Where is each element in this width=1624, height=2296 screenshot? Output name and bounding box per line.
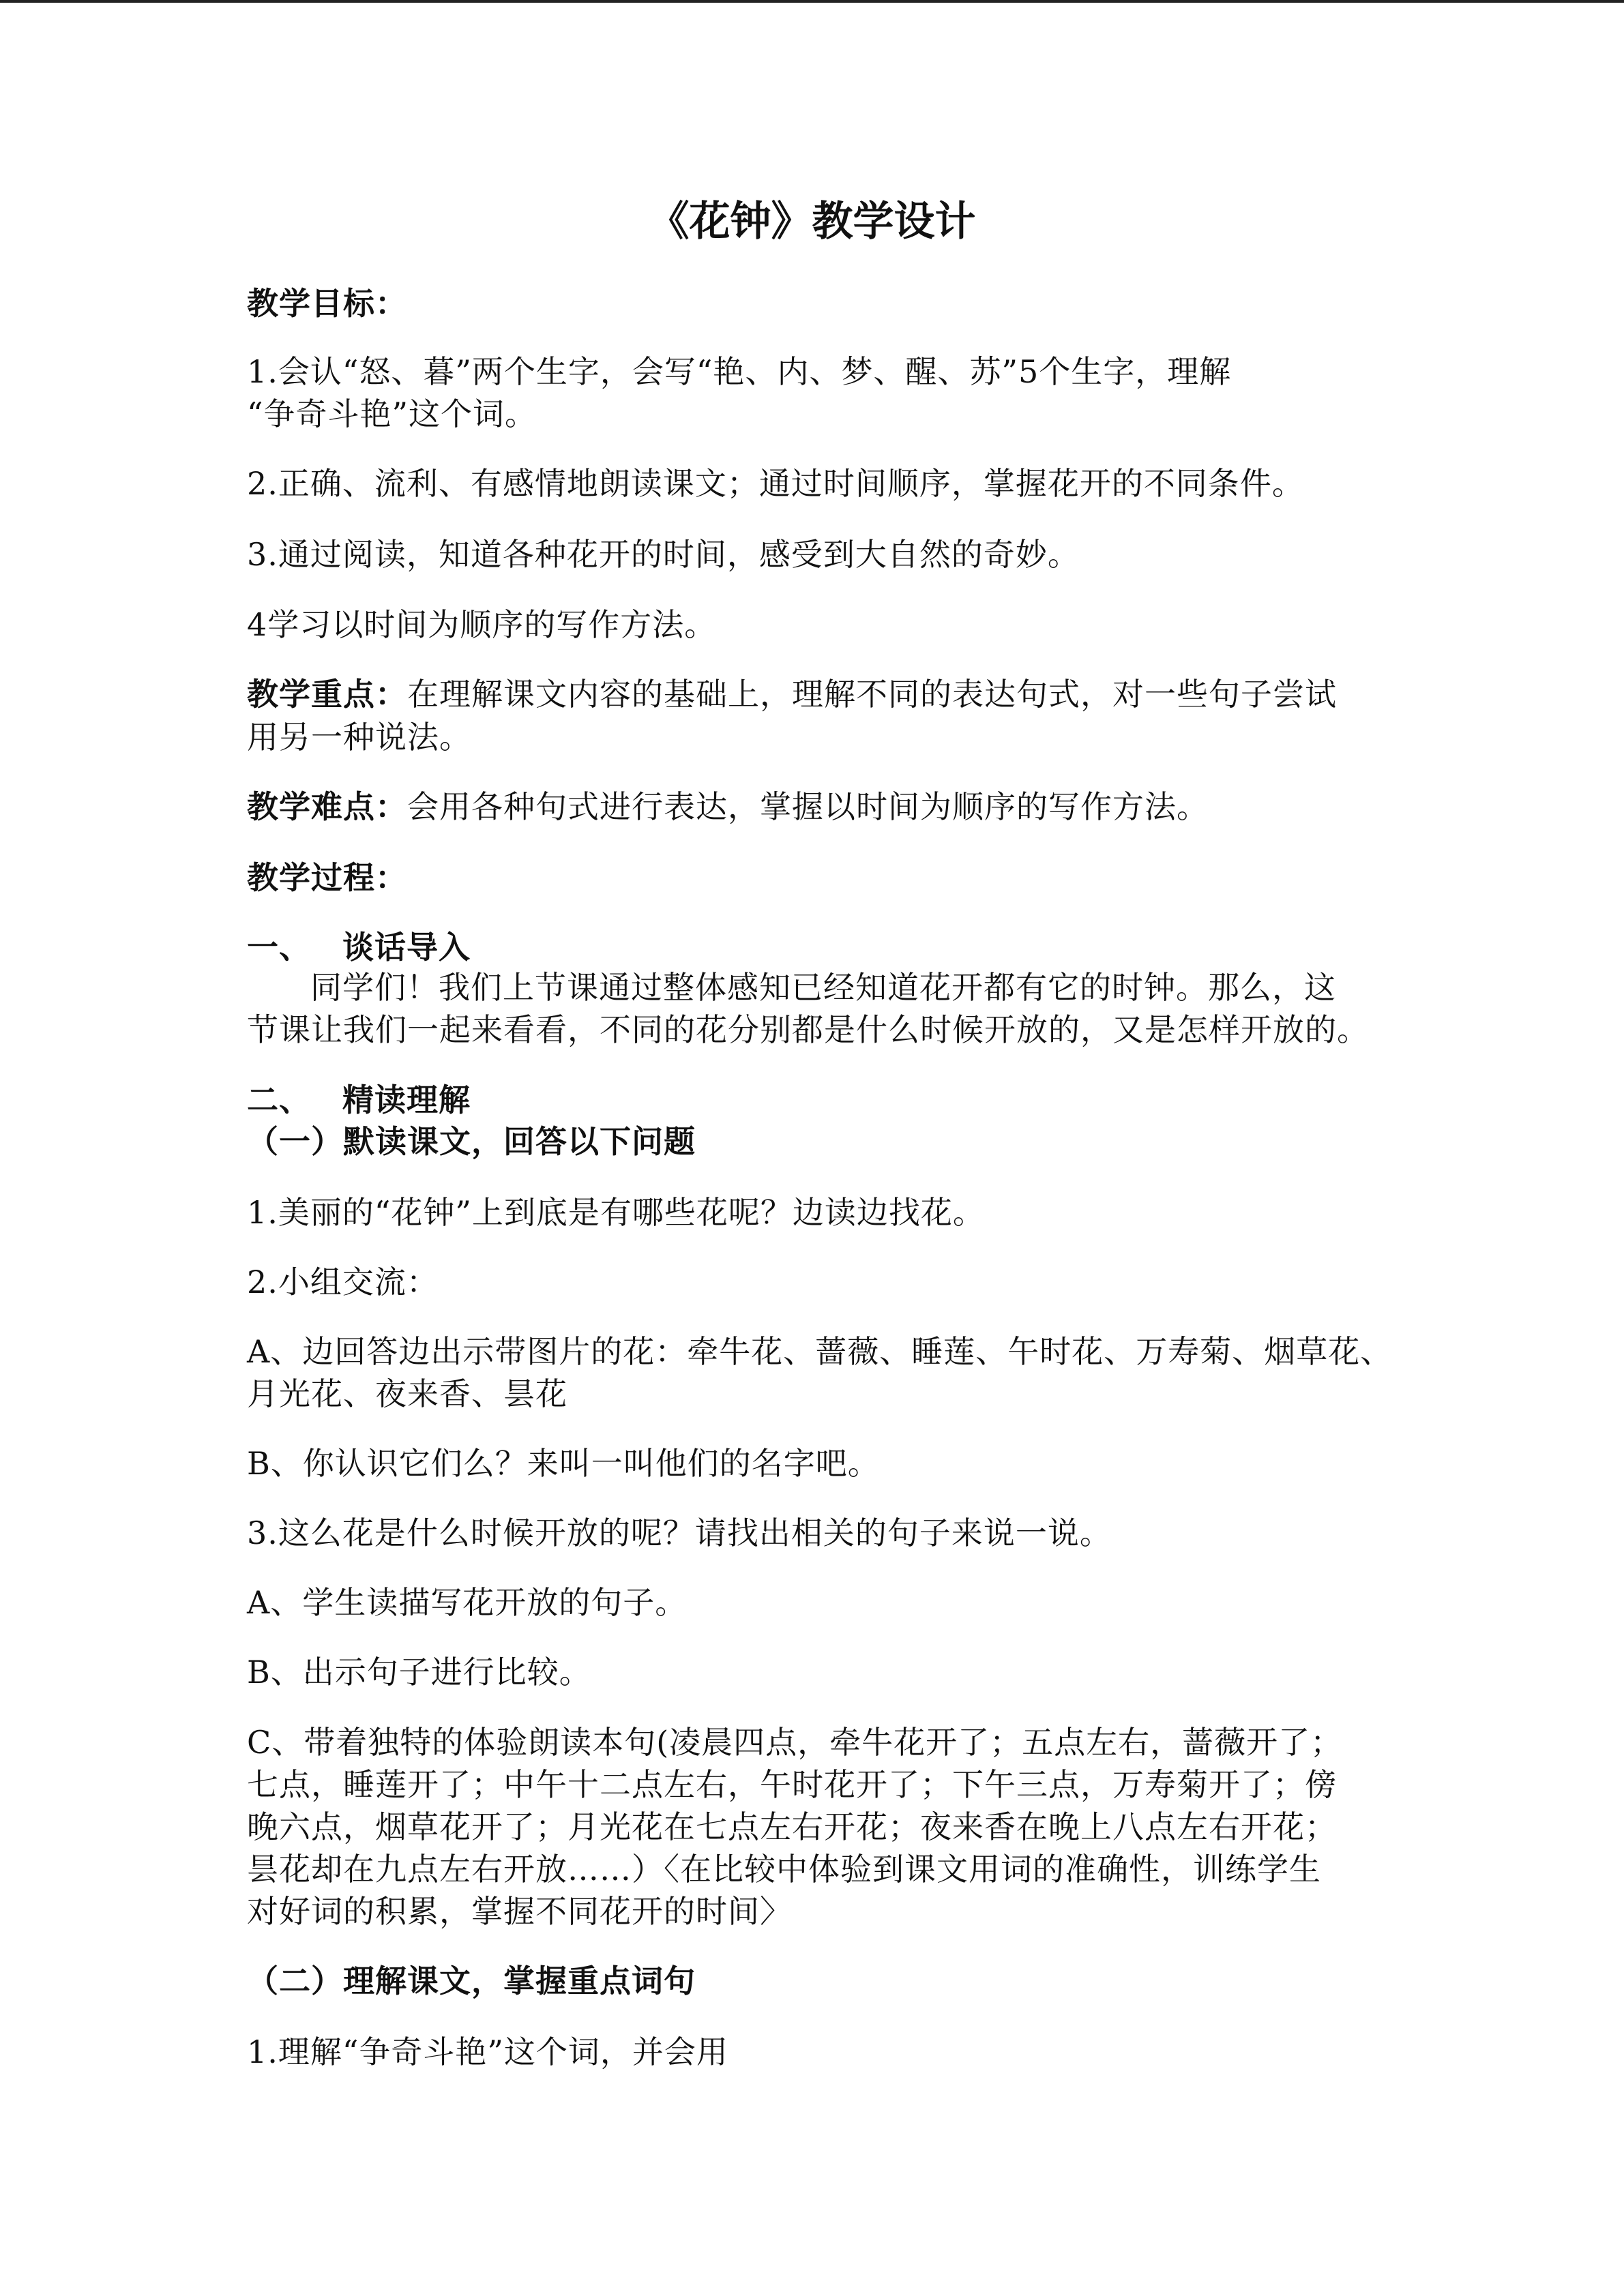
question-1: 1.美丽的“花钟”上到底是有哪些花呢？边读边找花。 (247, 1194, 985, 1231)
difficulty-line (247, 788, 1209, 825)
objective-4: 4学习以时间为顺序的写作方法。 (247, 606, 717, 643)
objective-1-line-1: 1.会认“怒、暮”两个生字，会写“艳、内、梦、醒、苏”5个生字，理解 (247, 353, 1232, 390)
section-1-paragraph-line-1: 同学们！我们上节课通过整体感知已经知道花开都有它的时钟。那么，这 (310, 969, 1336, 1006)
question-3: 3.这么花是什么时候开放的呢？请找出相关的句子来说一说。 (247, 1515, 1112, 1551)
top-border-rule (0, 0, 1624, 3)
question-3c-line-5: 对好词的积累，掌握不同花开的时间〉 (247, 1893, 792, 1930)
question-3b: B、出示句子进行比较。 (247, 1654, 591, 1690)
objectives-heading: 教学目标： (247, 285, 407, 322)
key-point-line-1 (247, 676, 1337, 713)
section-2-heading (247, 1084, 471, 1116)
document-title: 《花钟》教学设计 (648, 198, 976, 245)
key-point-text: 在理解课文内容的基础上，理解不同的表达句式，对一些句子尝试 (407, 676, 1337, 713)
question-2: 2.小组交流： (247, 1264, 439, 1300)
section-2-title: 精读理解 (342, 1082, 471, 1118)
question-2b: B、你认识它们么？来叫一叫他们的名字吧。 (247, 1445, 880, 1482)
section-2-number: 二、 (247, 1082, 311, 1118)
question-3c-line-2: 七点，睡莲开了；中午十二点左右，午时花开了；下午三点，万寿菊开了；傍 (247, 1766, 1337, 1803)
difficulty-label: 教学难点： (247, 788, 407, 825)
section-1-paragraph-line-2: 节课让我们一起来看看，不同的花分别都是什么时候开放的，又是怎样开放的。 (247, 1011, 1369, 1048)
question-3c-line-3: 晚六点，烟草花开了；月光花在七点左右开花；夜来香在晚上八点左右开花； (247, 1808, 1337, 1845)
understanding-item-1: 1.理解“争奇斗艳”这个词，并会用 (247, 2033, 728, 2070)
section-1-number: 一、 (247, 929, 311, 966)
key-point-label: 教学重点： (247, 676, 407, 713)
objective-1-line-2: “争奇斗艳”这个词。 (247, 396, 537, 432)
difficulty-text: 会用各种句式进行表达，掌握以时间为顺序的写作方法。 (407, 788, 1209, 825)
question-2a-line-2: 月光花、夜来香、昙花 (247, 1375, 567, 1412)
process-heading: 教学过程： (247, 859, 407, 896)
section-1-heading (247, 929, 471, 966)
question-2a-line-1: A、边回答边出示带图片的花：牵牛花、蔷薇、睡莲、午时花、万寿菊、烟草花、 (247, 1333, 1393, 1370)
subsection-2-heading: （二）理解课文，掌握重点词句 (247, 1963, 696, 1999)
objective-2: 2.正确、流利、有感情地朗读课文；通过时间顺序，掌握花开的不同条件。 (247, 465, 1304, 502)
key-point-line-2: 用另一种说法。 (247, 719, 471, 756)
question-3c-line-4: 昙花却在九点左右开放……）〈在比较中体验到课文用词的准确性，训练学生 (247, 1851, 1321, 1888)
section-1-title: 谈话导入 (342, 929, 471, 966)
subsection-1-heading: （一）默读课文，回答以下问题 (247, 1123, 696, 1160)
question-3a: A、学生读描写花开放的句子。 (247, 1584, 688, 1621)
question-3c-line-1: C、带着独特的体验朗读本句(凌晨四点，牵牛花开了；五点左右，蔷薇开了； (247, 1724, 1343, 1761)
objective-3: 3.通过阅读，知道各种花开的时间，感受到大自然的奇妙。 (247, 536, 1080, 573)
